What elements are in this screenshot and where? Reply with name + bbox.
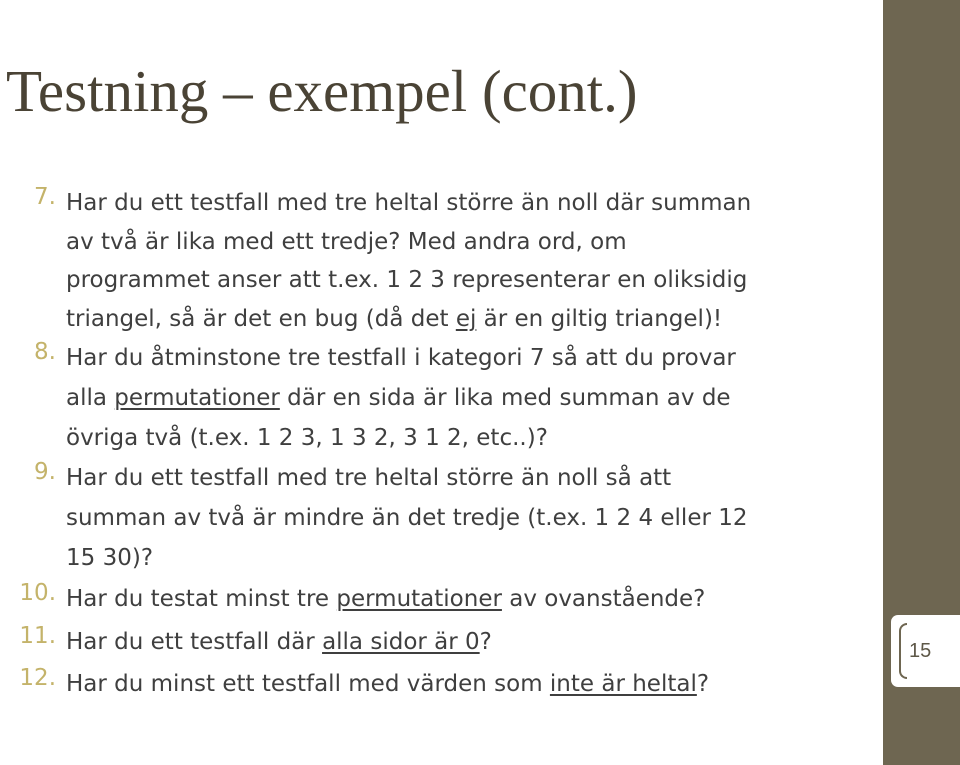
list-item xyxy=(0,184,880,338)
underlined-term: alla sidor är 0 xyxy=(322,628,480,655)
slide-title: Testning – exempel (cont.) xyxy=(6,58,638,124)
page-number-badge xyxy=(891,615,960,687)
item-line: övriga två (t.ex. 1 2 3, 1 3 2, 3 1 2, etc..)? xyxy=(66,424,548,451)
badge-bracket xyxy=(899,623,907,679)
list-item xyxy=(0,623,880,663)
item-line: Har du ett testfall där alla sidor är 0? xyxy=(66,628,492,655)
item-line: 15 30)? xyxy=(66,544,154,571)
item-number: 11. xyxy=(19,622,56,649)
item-number: 8. xyxy=(34,339,56,365)
list-item xyxy=(0,339,880,458)
list-item xyxy=(0,665,880,705)
item-number: 9. xyxy=(34,459,56,486)
item-line: summan av två är mindre än det tredje (t.ex. 1 2 4 eller 12 xyxy=(66,505,748,532)
underlined-term: ej xyxy=(455,305,477,332)
item-line: triangel, så är det en bug (då det ej är en giltig triangel)! xyxy=(66,305,723,332)
item-number: 12. xyxy=(19,665,56,692)
item-line: av två är lika med ett tredje? Med andra ord, om xyxy=(66,228,627,255)
item-number: 10. xyxy=(19,579,56,606)
item-line: Har du testat minst tre permutationer av ovanstående? xyxy=(66,585,706,612)
list-item xyxy=(0,459,880,578)
item-number: 7. xyxy=(34,184,56,210)
underlined-term: inte är heltal xyxy=(549,671,697,698)
page-number: 15 xyxy=(909,640,932,662)
item-line: Har du åtminstone tre testfall i kategori 7 så att du provar xyxy=(66,345,736,371)
underlined-term: permutationer xyxy=(114,384,280,411)
item-line: Har du ett testfall med tre heltal större än noll där summan xyxy=(66,190,752,216)
checklist xyxy=(0,184,880,705)
item-line: alla permutationer där en sida är lika med summan av de xyxy=(66,384,731,411)
item-line: Har du ett testfall med tre heltal större än noll så att xyxy=(66,465,672,492)
underlined-term: permutationer xyxy=(336,585,502,612)
list-item xyxy=(0,580,880,620)
item-line: programmet anser att t.ex. 1 2 3 representerar en oliksidig xyxy=(66,267,748,293)
item-line: Har du minst ett testfall med värden som inte är heltal? xyxy=(66,671,710,698)
